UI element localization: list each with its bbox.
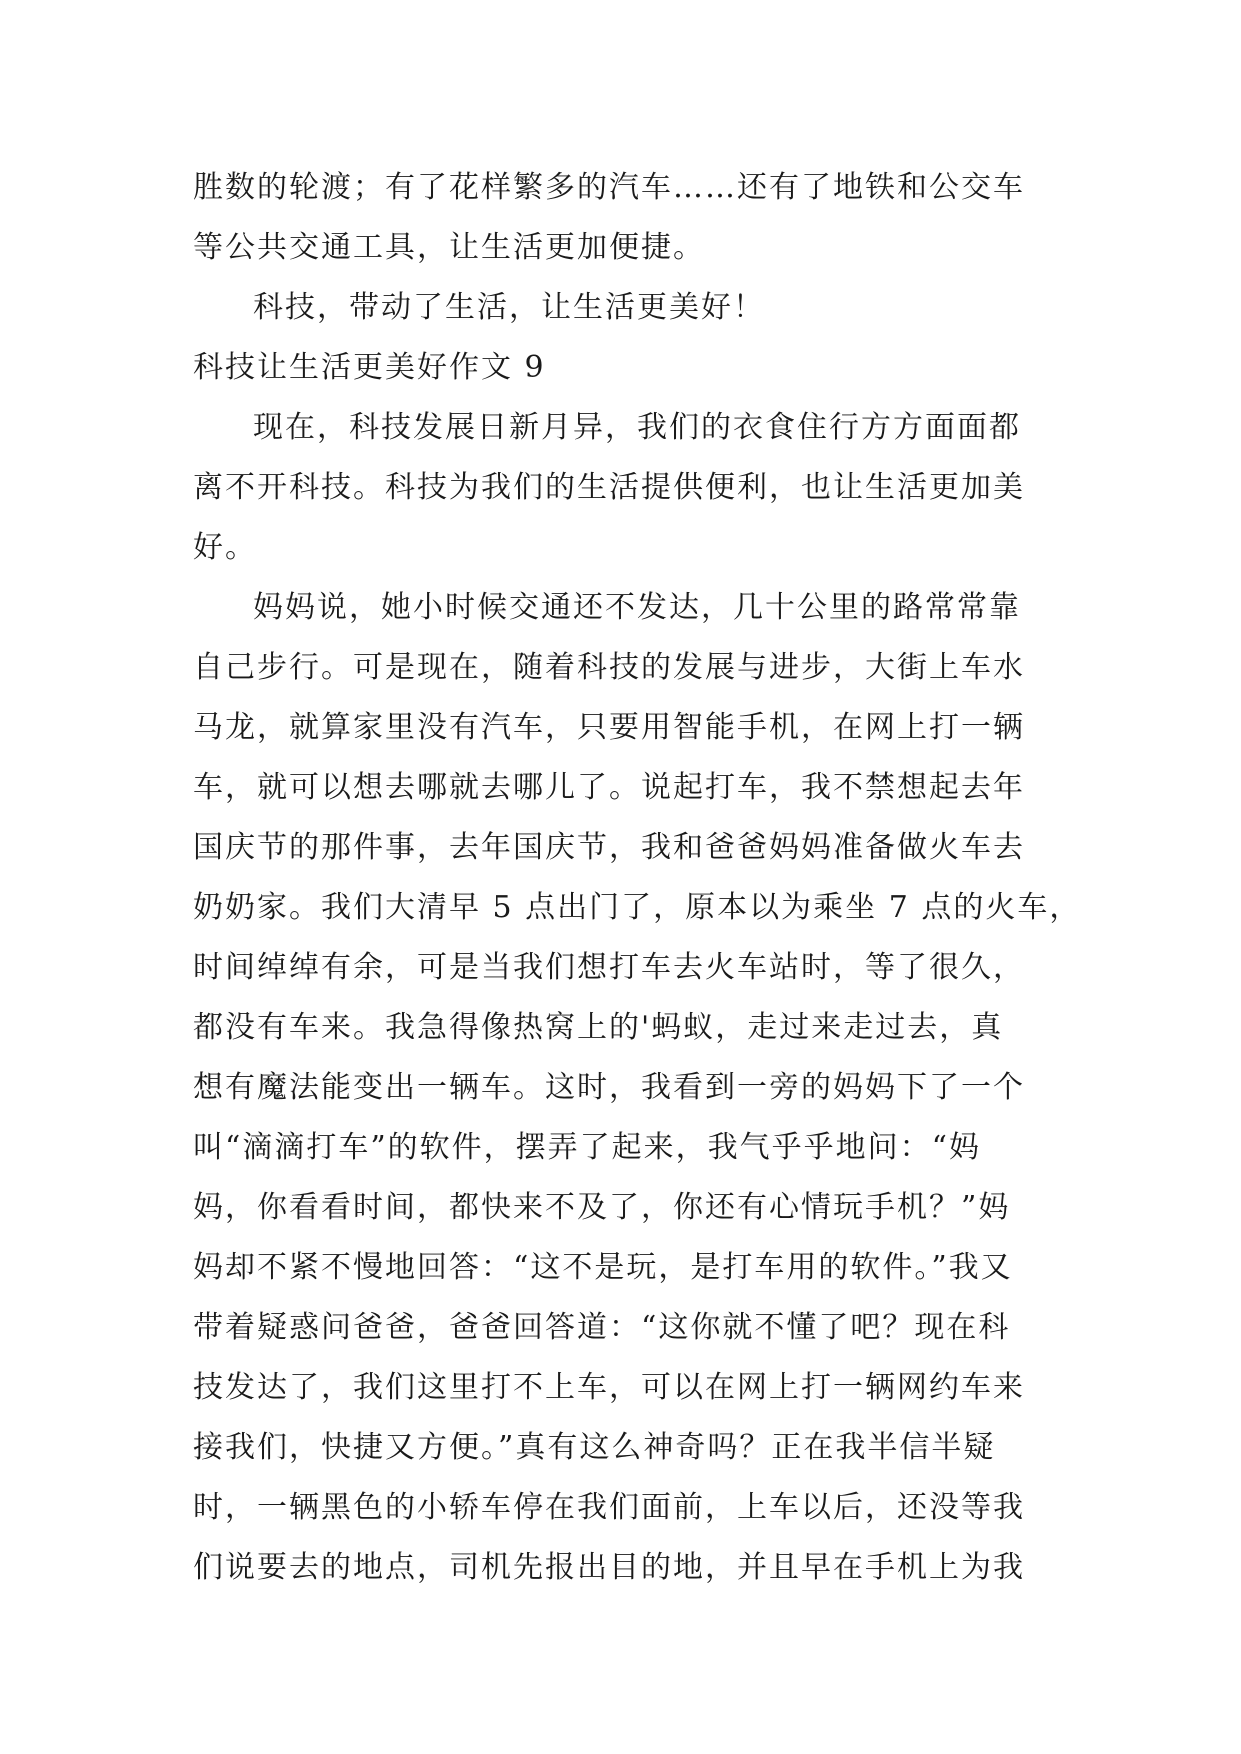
text-line: 时间绰绰有余，可是当我们想打车去火车站时，等了很久， — [193, 950, 1025, 985]
document-body — [193, 158, 1082, 1598]
text-line: 马龙，就算家里没有汽车，只要用智能手机，在网上打一辆 — [193, 710, 1025, 745]
paragraph-closing — [193, 278, 1059, 338]
text-line: 妈，你看看时间，都快来不及了，你还有心情玩手机？”妈 — [193, 1190, 1011, 1225]
text-line: 现在，科技发展日新月异，我们的衣食住行方方面面都 — [253, 410, 1021, 445]
text-line: 好。 — [193, 530, 257, 565]
text-line: 奶奶家。我们大清早 5 点出门了，原本以为乘坐 7 点的火车， — [193, 890, 1082, 925]
text-line: 们说要去的地点，司机先报出目的地，并且早在手机上为我 — [193, 1550, 1025, 1585]
text-line: 车，就可以想去哪就去哪儿了。说起打车，我不禁想起去年 — [193, 770, 1025, 805]
text-line: 妈却不紧不慢地回答：“这不是玩，是打车用的软件。”我又 — [193, 1250, 1013, 1285]
text-line: 时，一辆黑色的小轿车停在我们面前，上车以后，还没等我 — [193, 1490, 1025, 1525]
section-title: 科技让生活更美好作文 9 — [193, 350, 546, 385]
text-line: 科技，带动了生活，让生活更美好！ — [253, 290, 765, 325]
text-line: 接我们，快捷又方便。”真有这么神奇吗？正在我半信半疑 — [193, 1430, 996, 1465]
paragraph-intro — [193, 398, 1059, 578]
text-line: 自己步行。可是现在，随着科技的发展与进步，大街上车水 — [193, 650, 1025, 685]
text-line: 叫“滴滴打车”的软件，摆弄了起来，我气乎乎地问：“妈 — [193, 1130, 982, 1165]
text-line: 妈妈说，她小时候交通还不发达，几十公里的路常常靠 — [253, 590, 1021, 625]
text-line: 离不开科技。科技为我们的生活提供便利，也让生活更加美 — [193, 470, 1025, 505]
paragraph-story — [193, 578, 1082, 1598]
text-line: 带着疑惑问爸爸，爸爸回答道：“这你就不懂了吧？现在科 — [193, 1310, 1011, 1345]
text-line: 技发达了，我们这里打不上车，可以在网上打一辆网约车来 — [193, 1370, 1025, 1405]
text-line: 都没有车来。我急得像热窝上的'蚂蚁，走过来走过去，真 — [193, 1010, 1004, 1045]
text-line: 想有魔法能变出一辆车。这时，我看到一旁的妈妈下了一个 — [193, 1070, 1025, 1105]
text-line: 国庆节的那件事，去年国庆节，我和爸爸妈妈准备做火车去 — [193, 830, 1025, 865]
text-line: 胜数的轮渡；有了花样繁多的汽车……还有了地铁和公交车 — [193, 170, 1025, 205]
text-line: 等公共交通工具，让生活更加便捷。 — [193, 230, 705, 265]
paragraph-continued — [193, 158, 1059, 278]
